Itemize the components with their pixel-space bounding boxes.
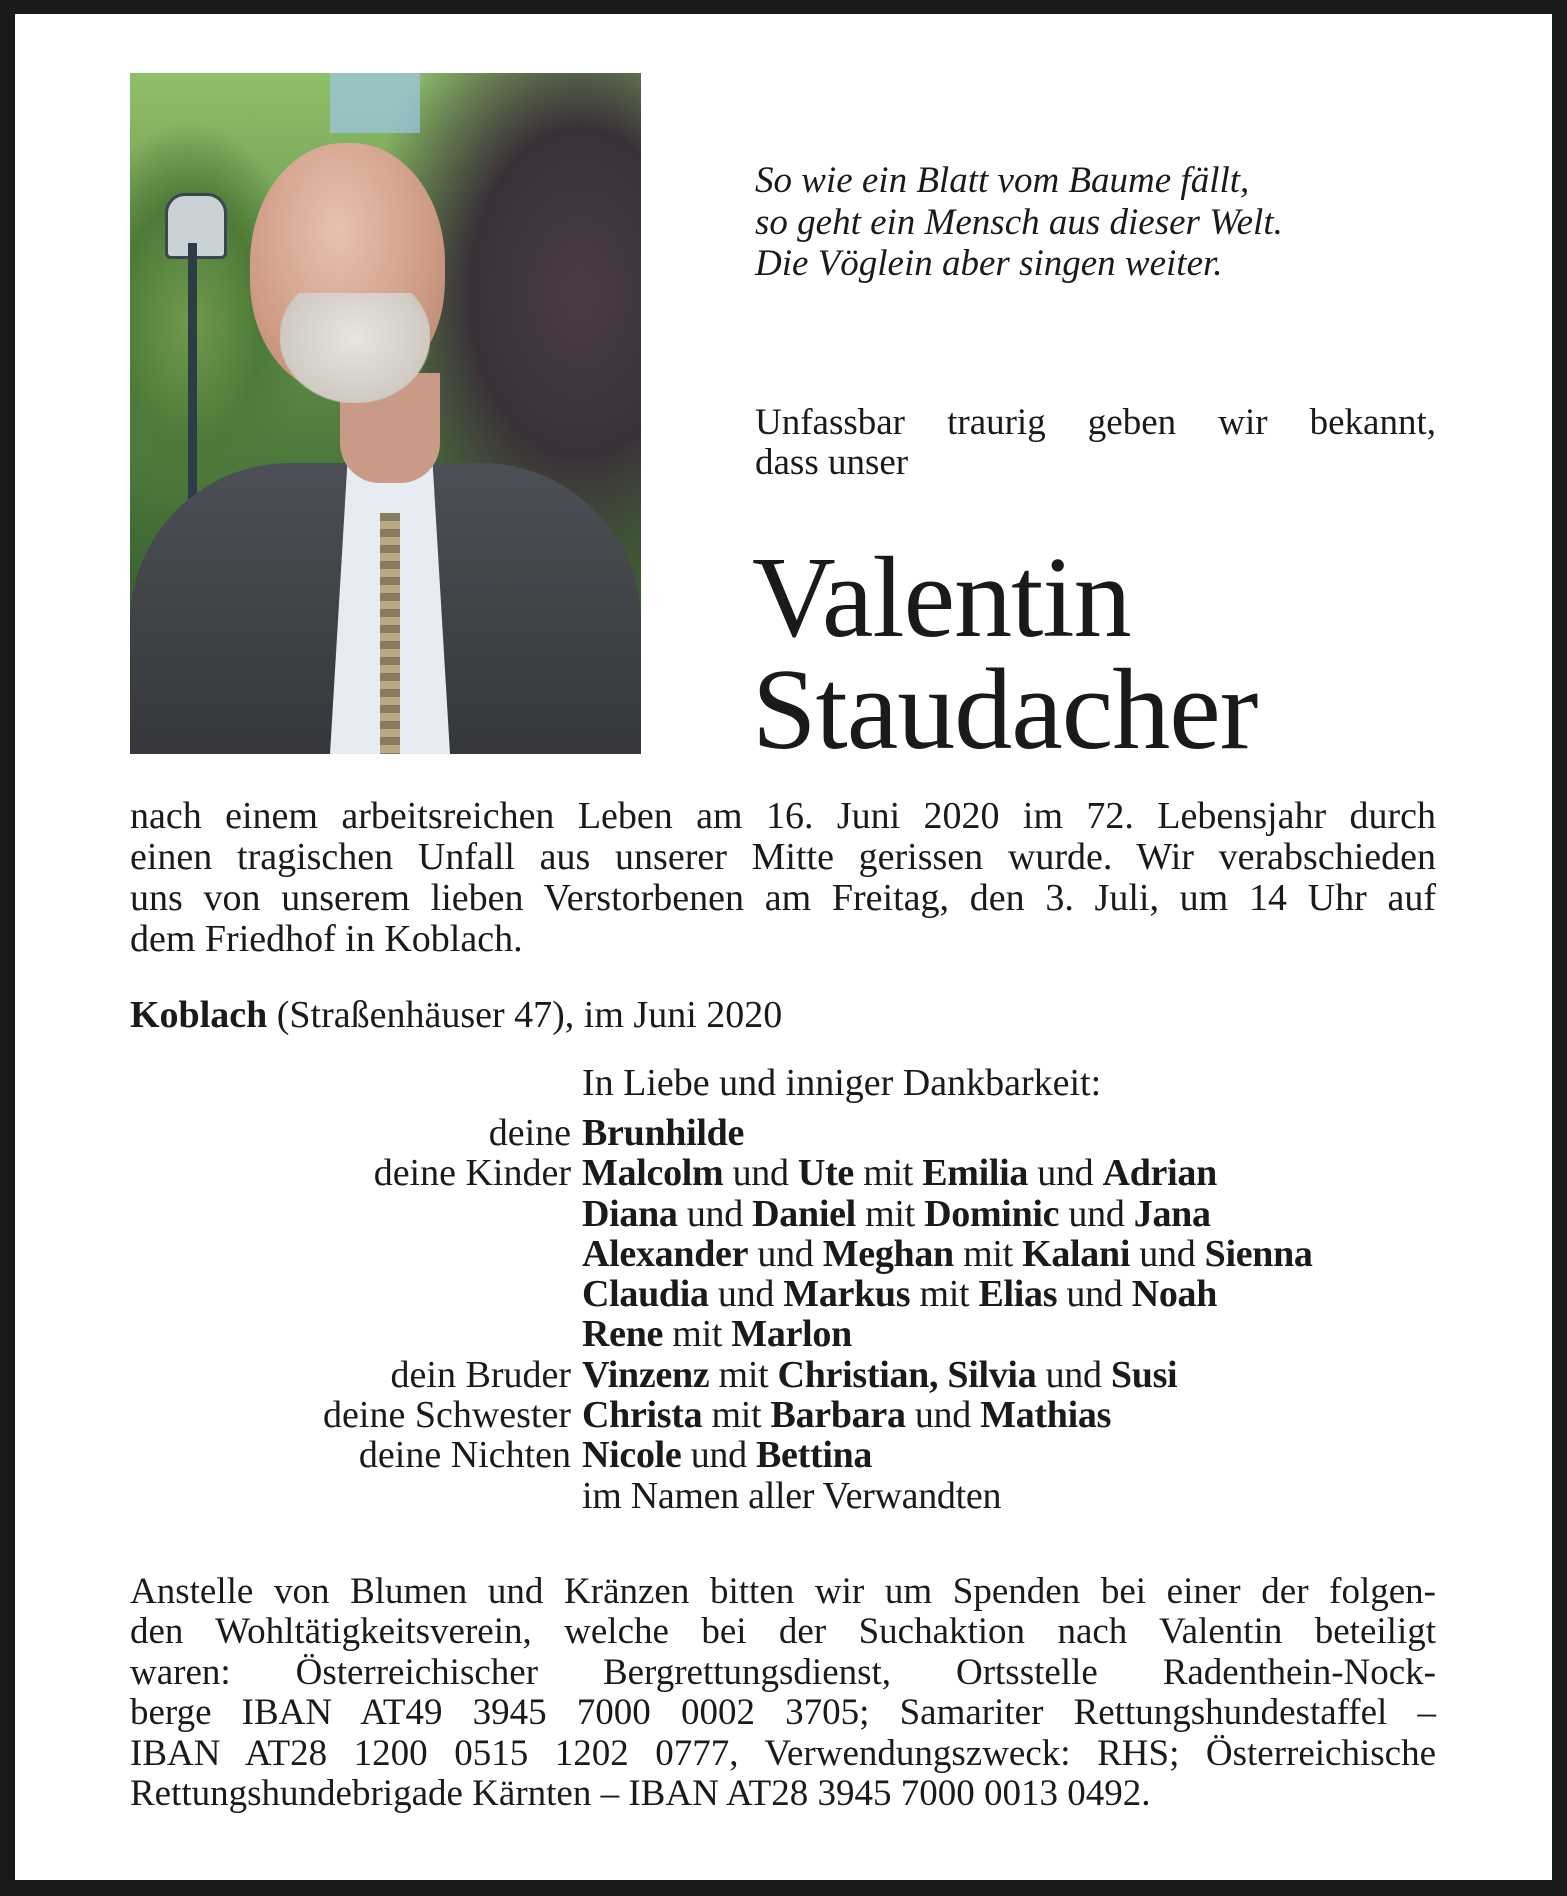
quote-line: So wie ein Blatt vom Baume fällt, [755, 160, 1250, 201]
relative-name: Sienna [1204, 1232, 1313, 1275]
quote-line: so geht ein Mensch aus dieser Welt. [755, 201, 1283, 243]
family-row [0, 1435, 1567, 1475]
relative-name: Adrian [1102, 1152, 1217, 1195]
relative-name: Diana [582, 1192, 678, 1235]
family-names [582, 1476, 1001, 1516]
donation-line: IBAN AT28 1200 0515 1202 0777, Verwendungszweck: RHS; Österreichische [130, 1732, 1436, 1774]
portrait-photo [130, 73, 641, 754]
family-row [0, 1274, 1567, 1314]
family-list [0, 1113, 1567, 1516]
relative-name: Meghan [822, 1232, 954, 1275]
relative-name: Nicole [582, 1434, 682, 1477]
connector-text: und [1059, 1192, 1134, 1235]
donation-line: den Wohltätigkeitsverein, welche bei der Suchaktion nach Valentin beteiligt [130, 1611, 1436, 1653]
relative-name: Dominic [924, 1192, 1060, 1235]
quote-line: Die Vöglein aber singen weiter. [755, 243, 1223, 284]
connector-text: und [1057, 1273, 1132, 1316]
connector-text: und [1028, 1152, 1103, 1195]
relative-name: Marlon [731, 1313, 852, 1356]
family-names [582, 1234, 1313, 1274]
relative-name: Mathias [980, 1394, 1112, 1437]
relative-name: Barbara [770, 1394, 906, 1437]
relative-name: Noah [1131, 1273, 1218, 1316]
relative-name: Daniel [752, 1192, 856, 1235]
family-row [0, 1234, 1567, 1274]
connector-text: und [677, 1192, 753, 1235]
tie [380, 513, 400, 754]
relative-name: Kalani [1022, 1232, 1131, 1275]
announcement-body [130, 796, 1436, 960]
connector-text: mit [953, 1232, 1023, 1275]
family-names [582, 1314, 852, 1354]
relative-name: Emilia [922, 1152, 1029, 1195]
family-row [0, 1476, 1567, 1516]
deceased-last-name: Staudacher [752, 646, 1258, 774]
family-names [582, 1274, 1217, 1314]
connector-text: und [748, 1232, 823, 1275]
relative-name: Ute [797, 1152, 854, 1195]
intro-line: Unfassbar traurig geben wir bekannt, [755, 402, 1436, 443]
family-row [0, 1194, 1567, 1234]
connector-text: und [723, 1152, 798, 1195]
connector-text: im Namen aller Verwandten [582, 1474, 1002, 1517]
connector-text: und [681, 1434, 757, 1477]
relative-name: Claudia [582, 1273, 709, 1316]
family-names [582, 1435, 872, 1475]
connector-text: mit [855, 1192, 925, 1235]
connector-text: mit [702, 1394, 771, 1437]
relative-name: Brunhilde [582, 1112, 745, 1154]
donation-line: berge IBAN AT49 3945 7000 0002 3705; Samariter Rettungshundestaffel – [130, 1692, 1436, 1734]
intro-line: dass unser [755, 442, 909, 483]
relative-name: Christian, Silvia [777, 1353, 1037, 1396]
donation-line: Anstelle von Blumen und Kränzen bitten wir um Spenden bei einer der folgen- [130, 1571, 1436, 1612]
family-row [0, 1395, 1567, 1435]
donation-line: Rettungshundebrigade Kärnten – IBAN AT28 3945 7000 0013 0492. [130, 1773, 1151, 1815]
relative-name: Malcolm [582, 1152, 724, 1195]
beard [280, 293, 430, 403]
body-line: nach einem arbeitsreichen Leben am 16. Juni 2020 im 72. Lebensjahr durch [130, 795, 1436, 837]
family-names [582, 1355, 1177, 1395]
relation-label: deine Schwester [323, 1394, 571, 1437]
family-row [0, 1314, 1567, 1354]
family-names [582, 1194, 1211, 1234]
relative-name: Elias [978, 1273, 1058, 1316]
relation-label: deine Nichten [358, 1434, 571, 1477]
relative-name: Christa [582, 1394, 703, 1437]
relative-name: Bettina [756, 1434, 873, 1477]
family-names [582, 1395, 1111, 1435]
relative-name: Susi [1110, 1353, 1178, 1396]
relative-name: Alexander [582, 1232, 749, 1275]
memorial-quote [755, 160, 1283, 285]
announcement-intro [755, 403, 1436, 483]
relative-name: Rene [582, 1313, 664, 1356]
connector-text: mit [663, 1313, 732, 1356]
family-names [582, 1113, 744, 1153]
family-row [0, 1153, 1567, 1193]
connector-text: und [1036, 1353, 1111, 1396]
relative-name: Markus [783, 1273, 911, 1316]
family-row [0, 1355, 1567, 1395]
donation-note [130, 1572, 1436, 1814]
relation-label: dein Bruder [390, 1353, 571, 1396]
connector-text: mit [709, 1353, 778, 1396]
donation-line: waren: Österreichischer Bergrettungsdienst, Ortsstelle Radenthein-Nock- [130, 1651, 1436, 1693]
connector-text: und [708, 1273, 784, 1316]
place-address-date: (Straßenhäuser 47), im Juni 2020 [267, 994, 783, 1036]
connector-text: und [1130, 1232, 1205, 1275]
family-row [0, 1113, 1567, 1153]
family-names [582, 1153, 1217, 1193]
body-line: uns von unserem lieben Verstorbenen am Freitag, den 3. Juli, um 14 Uhr auf [130, 877, 1436, 919]
place-town: Koblach [130, 994, 268, 1036]
relation-label: deine Kinder [373, 1152, 571, 1195]
thanks-line: In Liebe und inniger Dankbarkeit: [582, 1062, 1102, 1104]
connector-text: mit [910, 1273, 979, 1316]
connector-text: und [905, 1394, 981, 1437]
connector-text: mit [854, 1152, 923, 1195]
body-line: einen tragischen Unfall aus unserer Mitte gerissen wurde. Wir verabschieden [130, 836, 1436, 878]
relation-label: deine [488, 1112, 571, 1154]
place-date [130, 995, 782, 1036]
relative-name: Vinzenz [582, 1353, 710, 1396]
deceased-first-name: Valentin [752, 534, 1131, 662]
relative-name: Jana [1133, 1192, 1211, 1235]
sky [330, 73, 420, 133]
body-line: dem Friedhof in Koblach. [130, 918, 523, 960]
